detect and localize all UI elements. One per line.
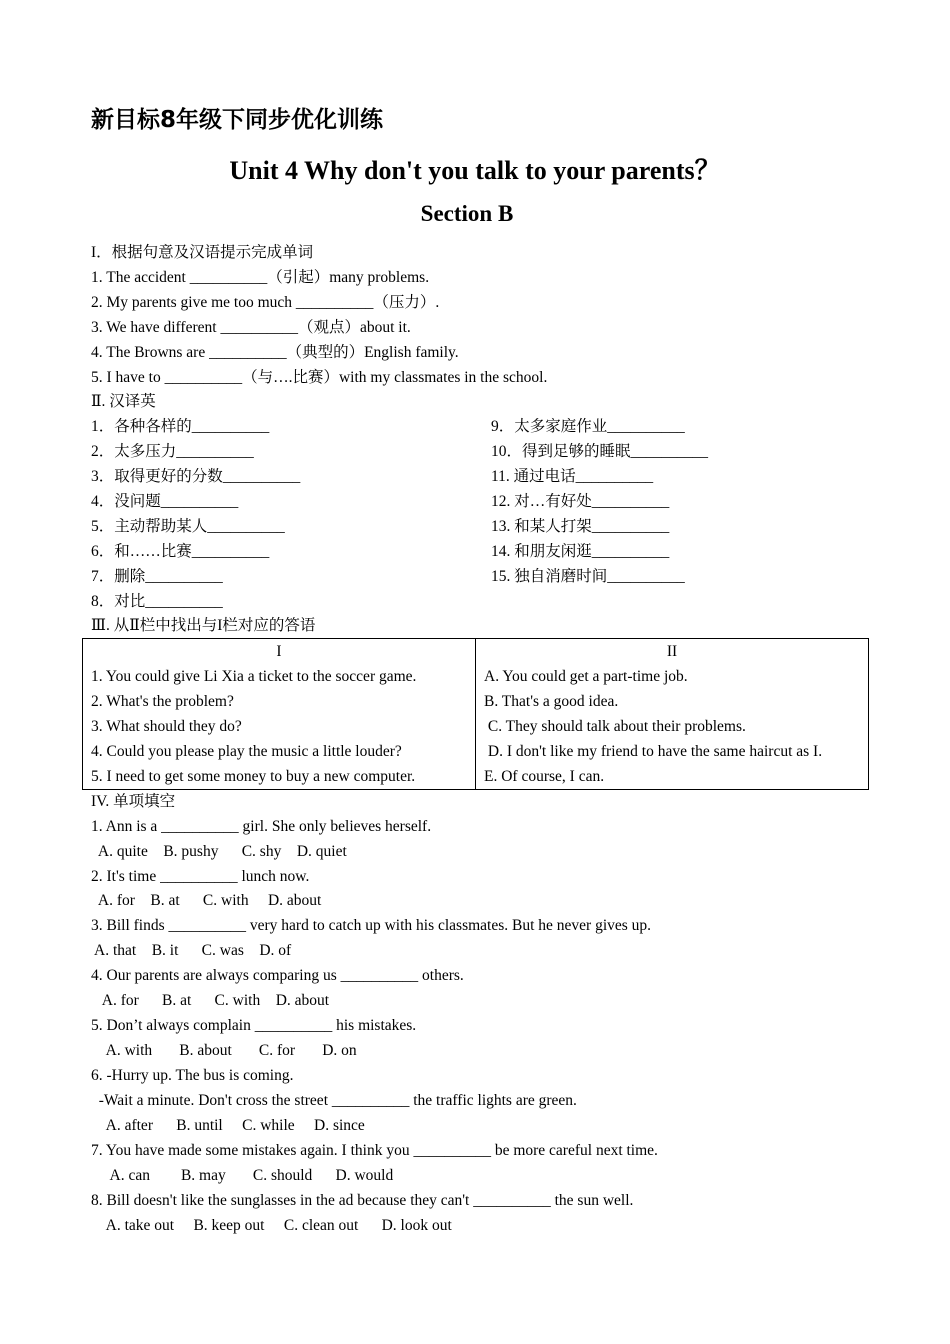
part4-line: A. for B. at C. with D. about [91,992,330,1009]
part4-line: 5. Don’t always complain __________ his mistakes. [91,1017,417,1034]
column-ii-item: A. You could get a part-time job. [484,668,688,685]
part4-heading: IV. 单项填空 [91,793,176,810]
part4-line: -Wait a minute. Don't cross the street __________ the traffic lights are green. [91,1092,577,1109]
column-i-item: 5. I need to get some money to buy a new computer. [91,768,416,785]
part2-left-item: 7．删除__________ [91,568,223,585]
column-ii-item: B. That's a good idea. [484,693,619,710]
part2-right-item: 15. 独自消磨时间__________ [491,568,685,585]
column-i-item: 3. What should they do? [91,718,242,735]
part2-right-item: 13. 和某人打架__________ [491,518,670,535]
column-ii-item: E. Of course, I can. [484,768,605,785]
part4-line: A. after B. until C. while D. since [91,1117,365,1134]
part2-left-item: 6．和……比赛__________ [91,543,270,560]
column-i [83,639,476,790]
part3-heading: Ⅲ. 从Ⅱ栏中找出与I栏对应的答语 [91,617,316,634]
part2-right-item: 9．太多家庭作业__________ [491,418,685,435]
part4-line: A. quite B. pushy C. shy D. quiet [91,843,347,860]
part4-line: A. with B. about C. for D. on [91,1042,357,1059]
part1-item: 1. The accident __________（引起）many problems. [91,269,430,286]
column-ii-item: C. They should talk about their problems. [484,718,746,735]
part4-line: 2. It's time __________ lunch now. [91,868,310,885]
part1-item: 3. We have different __________（观点）about it. [91,319,411,336]
part2-left-item: 2．太多压力__________ [91,443,254,460]
part1-item: 2. My parents give me too much __________（压力）. [91,294,440,311]
unit-title: Unit 4 Why don't you talk to your parents？ [229,156,721,185]
part4-line: 1. Ann is a __________ girl. She only believes herself. [91,818,432,835]
part2-right-item: 14. 和朋友闲逛__________ [491,543,670,560]
column-ii-item: D. I don't like my friend to have the same haircut as I. [484,743,823,760]
part4-line: 6. -Hurry up. The bus is coming. [91,1067,294,1084]
part2-left-item: 4．没问题__________ [91,493,239,510]
column-i-item: 2. What's the problem? [91,693,234,710]
matching-table [82,638,869,790]
part4-line: A. that B. it C. was D. of [91,942,292,959]
part1-heading: I．根据句意及汉语提示完成单词 [91,244,314,261]
part4-line: 7. You have made some mistakes again. I think you __________ be more careful next time. [91,1142,658,1159]
part2-left-item: 3．取得更好的分数__________ [91,468,301,485]
part4-line: 4. Our parents are always comparing us __________ others. [91,967,464,984]
part2-right-item: 11. 通过电话__________ [491,468,654,485]
part4-line: A. for B. at C. with D. about [91,892,322,909]
part2-left-item: 1．各种各样的__________ [91,418,270,435]
column-i-item: 1. You could give Li Xia a ticket to the soccer game. [91,668,417,685]
part2-heading: Ⅱ. 汉译英 [91,393,156,410]
series-title: 新目标8年级下同步优化训练 [91,107,384,133]
part4-line: 8. Bill doesn't like the sunglasses in the ad because they can't __________ the sun well. [91,1192,634,1209]
part4-line: A. can B. may C. should D. would [91,1167,394,1184]
column-ii [476,639,869,790]
column-i-item: 4. Could you please play the music a little louder? [91,743,402,760]
column-i-header: I [276,643,282,660]
column-ii-header: II [666,643,678,660]
part1-item: 5. I have to __________（与….比赛）with my classmates in the school. [91,369,548,386]
part4-line: A. take out B. keep out C. clean out D. look out [91,1217,452,1234]
part2-left-item: 5．主动帮助某人__________ [91,518,285,535]
part2-left-item: 8．对比__________ [91,593,223,610]
part2-right-item: 12. 对…有好处__________ [491,493,670,510]
part4-line: 3. Bill finds __________ very hard to catch up with his classmates. But he never gives up. [91,917,652,934]
part2-right-item: 10．得到足够的睡眠__________ [491,443,709,460]
section-title: Section B [420,201,514,226]
part1-item: 4. The Browns are __________（典型的）English family. [91,344,459,361]
